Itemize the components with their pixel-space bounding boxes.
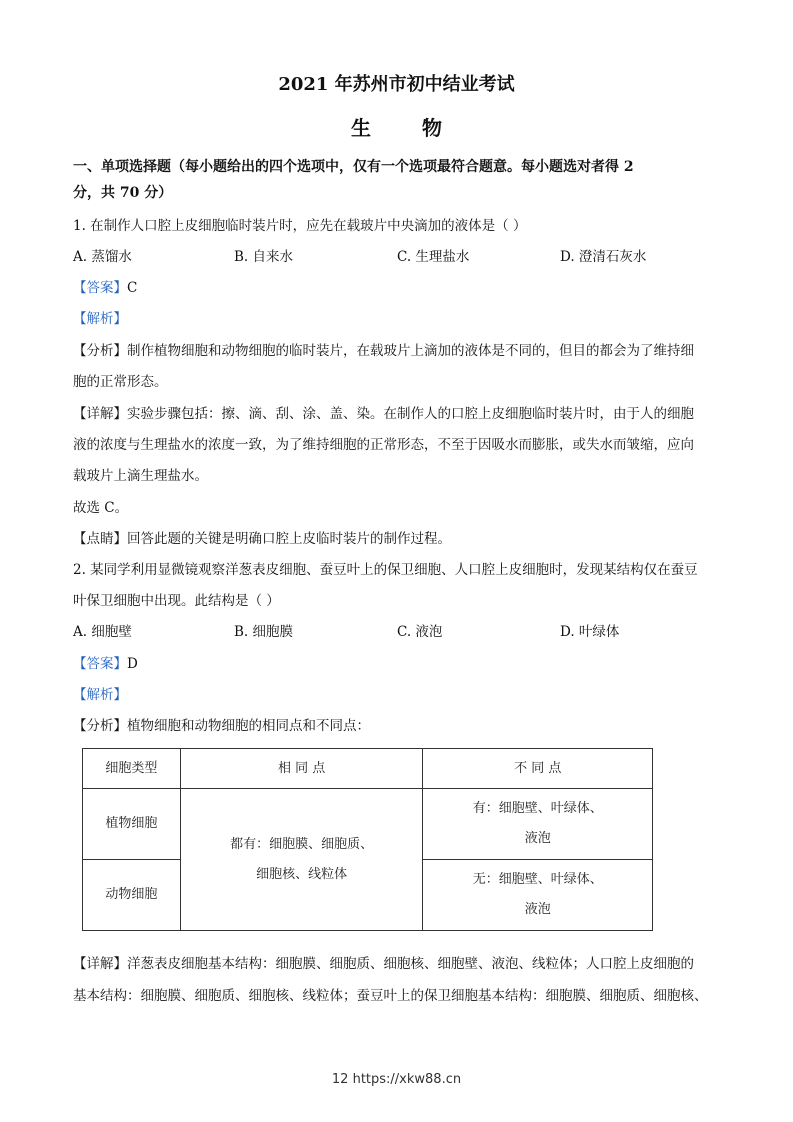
- table-header-row: [83, 749, 653, 789]
- page-footer: 12 https://xkw88.cn: [331, 1072, 462, 1087]
- q2-stem-line1: 2. 某同学利用显微镜观察洋葱表皮细胞、蚕豆叶上的保卫细胞、人口腔上皮细胞时，发现某结构仅在蚕豆: [73, 562, 698, 578]
- cell-animal-diff: 无：细胞壁、叶绿体、 液泡: [423, 860, 653, 931]
- q2-option-b: B. 细胞膜: [234, 624, 294, 640]
- cell-plant-diff: 有：细胞壁、叶绿体、 液泡: [423, 789, 653, 860]
- q1-option-c: C. 生理盐水: [397, 249, 470, 265]
- answer-value: D: [127, 656, 138, 672]
- q1-option-d: D. 澄清石灰水: [560, 249, 647, 265]
- q2-detail-line2: 基本结构：细胞膜、细胞质、细胞核、线粒体；蚕豆叶上的保卫细胞基本结构：细胞膜、细胞质、细胞核、: [73, 988, 708, 1004]
- q2-detail-line1: 【详解】洋葱表皮细胞基本结构：细胞膜、细胞质、细胞核、细胞壁、液泡、线粒体；人口腔上皮细胞的: [73, 956, 694, 972]
- q2-answer: [73, 652, 723, 672]
- section-heading-line1: 一、单项选择题（每小题给出的四个选项中，仅有一个选项最符合题意。每小题选对者得 2: [73, 159, 634, 175]
- answer-value: C: [127, 280, 138, 296]
- q1-detail-line2: 液的浓度与生理盐水的浓度一致，为了维持细胞的正常形态，不至于因吸水而膨胀，或失水而皱缩，应向: [73, 437, 694, 453]
- q1-stem: 1. 在制作人口腔上皮细胞临时装片时，应先在载玻片中央滴加的液体是（ ）: [73, 218, 527, 234]
- cell-animal-type: 动物细胞: [83, 860, 181, 931]
- header-cell-diff: 不 同 点: [423, 749, 653, 789]
- header-cell-same: 相 同 点: [180, 749, 423, 789]
- cell-plant-type: 植物细胞: [83, 789, 181, 860]
- q2-option-c: C. 液泡: [397, 624, 443, 640]
- q2-option-d: D. 叶绿体: [560, 624, 620, 640]
- table-row: [83, 789, 653, 860]
- q2-fenxi: 【分析】植物细胞和动物细胞的相同点和不同点：: [73, 718, 370, 734]
- q2-stem-line2: 叶保卫细胞中出现。此结构是（ ）: [73, 593, 280, 609]
- q1-fenxi-line2: 胞的正常形态。: [73, 374, 168, 390]
- q1-choose: 故选 C。: [73, 500, 129, 516]
- q1-option-b: B. 自来水: [234, 249, 294, 265]
- answer-tag: 【答案】: [73, 656, 127, 672]
- q1-detail-line1: 【详解】实验步骤包括：擦、滴、刮、涂、盖、染。在制作人的口腔上皮细胞临时装片时，由于人的细胞: [73, 406, 694, 422]
- q1-answer: [73, 276, 723, 296]
- q1-fenxi-line1: 【分析】制作植物细胞和动物细胞的临时装片，在载玻片上滴加的液体是不同的，但目的都会为了维持细: [73, 343, 694, 359]
- page-title: 2021 年苏州市初中结业考试: [278, 74, 515, 95]
- q1-detail-line3: 载玻片上滴生理盐水。: [73, 468, 208, 484]
- answer-tag: 【答案】: [73, 280, 127, 296]
- q2-analysis-tag: 【解析】: [73, 687, 127, 703]
- q1-option-a: A. 蒸馏水: [73, 249, 132, 265]
- subject-title: 生 物: [351, 116, 464, 140]
- q1-tip: 【点睛】回答此题的关键是明确口腔上皮临时装片的制作过程。: [73, 531, 451, 547]
- cell-same-points: 都有：细胞膜、细胞质、 细胞核、线粒体: [180, 789, 423, 931]
- section-heading-line2: 分，共 70 分）: [73, 185, 173, 201]
- header-cell-type: 细胞类型: [83, 749, 181, 789]
- q1-analysis-tag: 【解析】: [73, 311, 127, 327]
- q2-option-a: A. 细胞壁: [73, 624, 132, 640]
- cell-comparison-table: [82, 748, 653, 931]
